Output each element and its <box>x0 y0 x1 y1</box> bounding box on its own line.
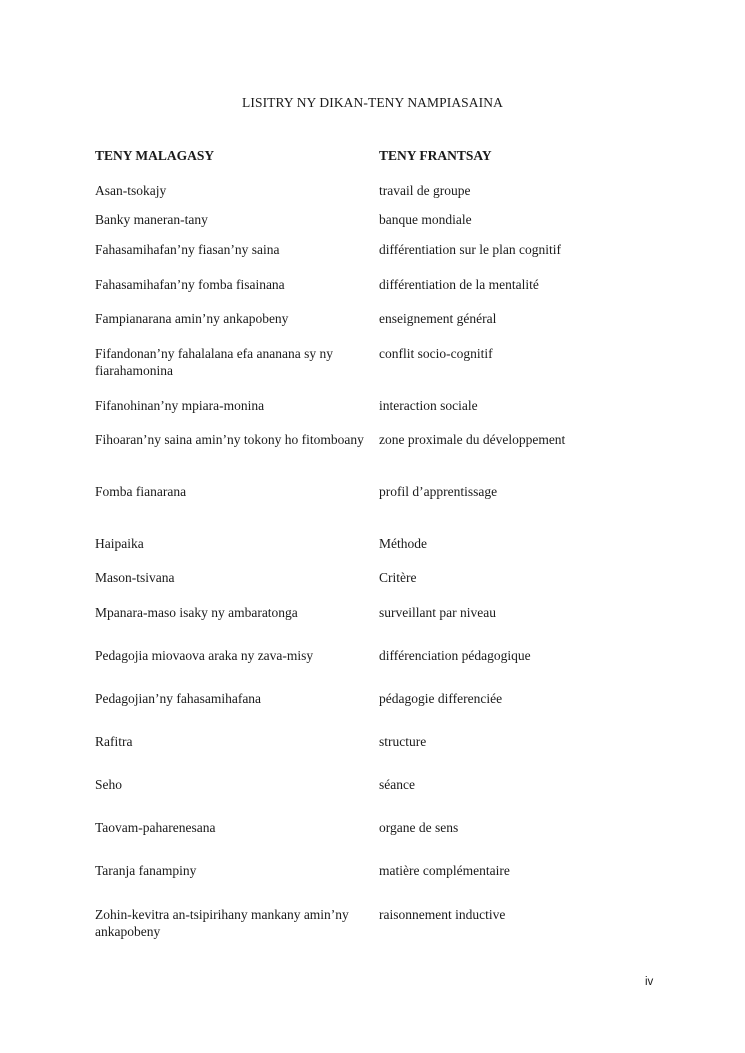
malagasy-term: Fahasamihafan’ny fiasan’ny saina <box>95 242 280 257</box>
malagasy-term: Taranja fanampiny <box>95 863 197 878</box>
malagasy-term: Seho <box>95 777 122 792</box>
malagasy-term: Rafitra <box>95 734 133 749</box>
french-term: structure <box>379 734 427 749</box>
french-term: raisonnement inductive <box>379 907 506 922</box>
malagasy-term: Mpanara-maso isaky ny ambaratonga <box>95 605 298 620</box>
french-term: banque mondiale <box>379 212 472 227</box>
malagasy-term: Haipaika <box>95 536 144 551</box>
malagasy-term: Fahasamihafan’ny fomba fisainana <box>95 277 285 292</box>
french-term: surveillant par niveau <box>379 605 496 620</box>
french-term: profil d’apprentissage <box>379 484 498 499</box>
malagasy-term: Pedagojian’ny fahasamihafana <box>95 691 262 706</box>
malagasy-term: Fihoaran’ny saina amin’ny tokony ho fitomboany <box>95 432 364 447</box>
malagasy-term: Taovam-paharenesana <box>95 820 216 835</box>
french-term: organe de sens <box>379 820 459 835</box>
malagasy-term: Zohin-kevitra an-tsipirihany mankany amin’ny ankapobeny <box>95 907 349 939</box>
malagasy-term: Asan-tsokajy <box>95 183 167 198</box>
malagasy-term: Fampianarana amin’ny ankapobeny <box>95 311 289 326</box>
french-term: Critère <box>379 570 417 585</box>
french-term: séance <box>379 777 415 792</box>
malagasy-term: Fifanohinan’ny mpiara-monina <box>95 398 265 413</box>
french-term: pédagogie differenciée <box>379 691 503 706</box>
page-title: LISITRY NY DIKAN-TENY NAMPIASAINA <box>242 95 503 110</box>
french-term: différenciation pédagogique <box>379 648 531 663</box>
malagasy-term: Pedagojia miovaova araka ny zava-misy <box>95 648 314 663</box>
page-number: iv <box>645 976 654 988</box>
column-header-french: TENY FRANTSAY <box>379 148 492 163</box>
malagasy-term: Fifandonan’ny fahalalana efa ananana sy ny fiarahamonina <box>95 346 334 378</box>
french-term: matière complémentaire <box>379 863 510 878</box>
french-term: différentiation de la mentalité <box>379 277 539 292</box>
french-term: interaction sociale <box>379 398 478 413</box>
malagasy-term: Mason-tsivana <box>95 570 175 585</box>
french-term: différentiation sur le plan cognitif <box>379 242 561 257</box>
column-header-malagasy: TENY MALAGASY <box>95 148 215 163</box>
malagasy-term: Fomba fianarana <box>95 484 187 499</box>
malagasy-term: Banky maneran-tany <box>95 212 208 227</box>
french-term: conflit socio-cognitif <box>379 346 493 361</box>
french-term: Méthode <box>379 536 427 551</box>
french-term: travail de groupe <box>379 183 471 198</box>
french-term: enseignement général <box>379 311 497 326</box>
french-term: zone proximale du développement <box>379 432 566 447</box>
